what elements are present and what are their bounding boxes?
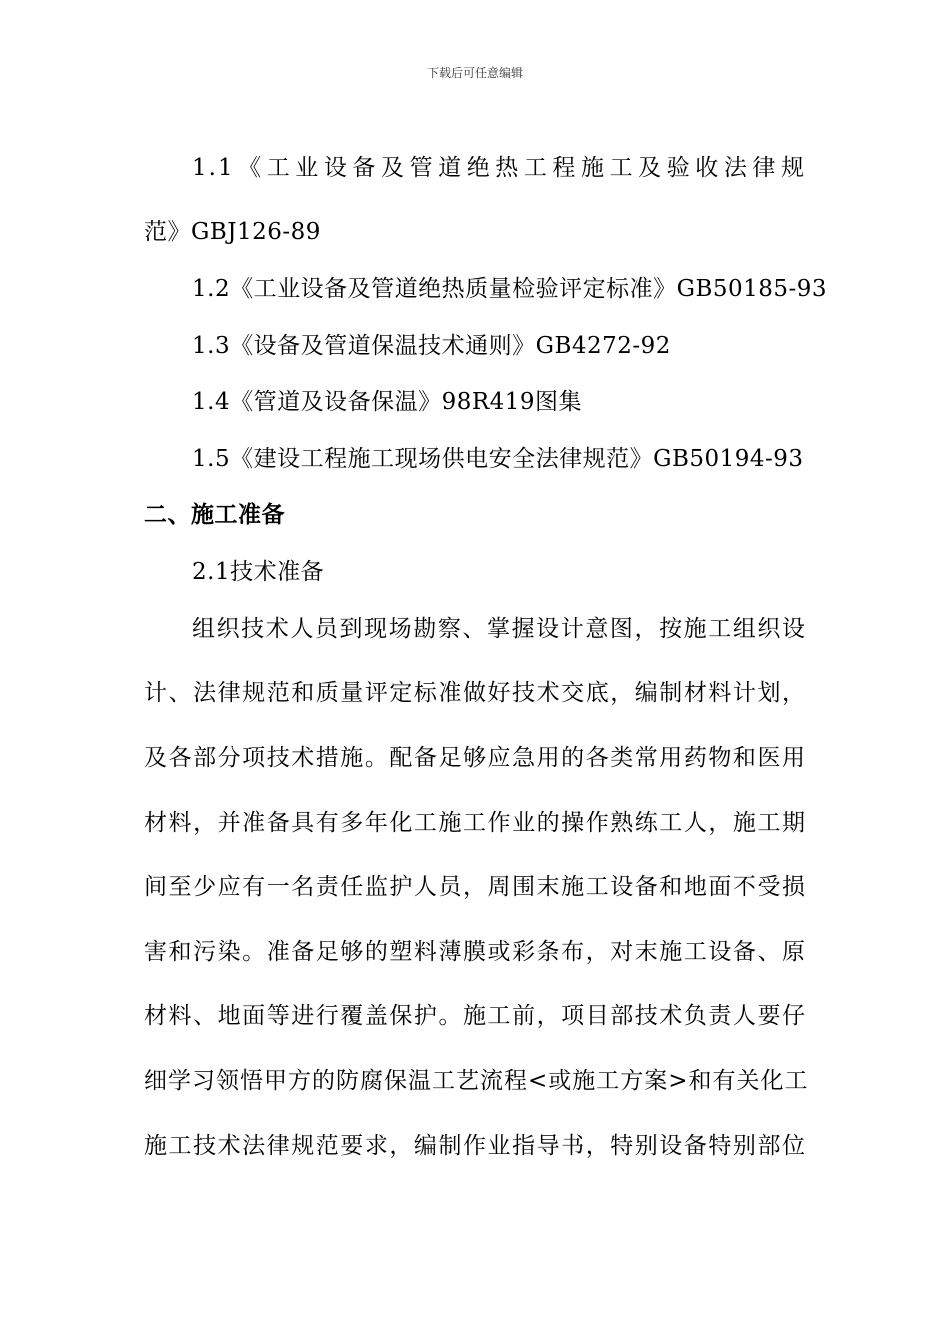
reference-item-4: 1.4《管道及设备保温》98R419图集 (192, 389, 583, 415)
reference-item-5: 1.5《建设工程施工现场供电安全法律规范》GB50194-93 (192, 446, 804, 472)
reference-item-1-line-2: 范》GBJ126-89 (144, 219, 321, 245)
subsection-heading: 2.1技术准备 (192, 559, 325, 585)
paragraph-line: 材料、地面等进行覆盖保护。施工前，项目部技术负责人要仔 (144, 1003, 806, 1029)
paragraph-line: 计、法律规范和质量评定标准做好技术交底，编制材料计划， (144, 680, 806, 706)
paragraph-line: 施工技术法律规范要求，编制作业指导书，特别设备特别部位 (144, 1133, 806, 1159)
page-header: 下载后可任意编辑 (426, 66, 523, 80)
paragraph-line: 组织技术人员到现场勘察、掌握设计意图，按施工组织设 (192, 616, 806, 642)
paragraph-line: 及各部分项技术措施。配备足够应急用的各类常用药物和医用 (144, 745, 806, 771)
reference-item-1-line-1: 1.1《工业设备及管道绝热工程施工及验收法律规 (192, 155, 806, 181)
section-heading: 二、施工准备 (144, 502, 285, 528)
paragraph-line: 害和污染。准备足够的塑料薄膜或彩条布，对末施工设备、原 (144, 939, 806, 965)
paragraph-line: 细学习领悟甲方的防腐保温工艺流程<或施工方案>和有关化工 (144, 1068, 809, 1094)
paragraph-line: 间至少应有一名责任监护人员，周围末施工设备和地面不受损 (144, 874, 806, 900)
paragraph-line: 材料，并准备具有多年化工施工作业的操作熟练工人，施工期 (144, 810, 806, 836)
reference-item-2: 1.2《工业设备及管道绝热质量检验评定标准》GB50185-93 (192, 276, 828, 302)
reference-item-3: 1.3《设备及管道保温技术通则》GB4272-92 (192, 333, 671, 359)
